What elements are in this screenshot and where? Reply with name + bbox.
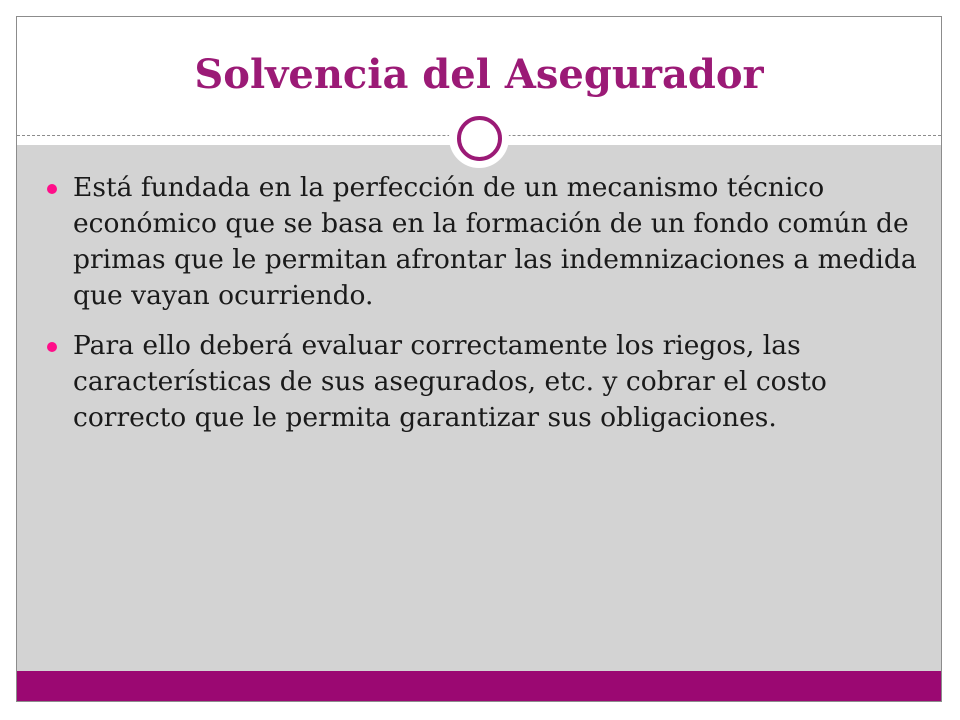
bullet-text: Está fundada en la perfección de un mecanismo técnico económico que se basa en la formación de un fondo común de primas que le permitan afrontar las indemnizaciones a medida que vayan ocurriendo.: [73, 172, 917, 311]
bullet-list: [47, 170, 917, 450]
bullet-item: [47, 328, 917, 436]
ring-icon: [457, 116, 502, 161]
bullet-item: [47, 170, 917, 314]
slide-frame: [16, 16, 942, 702]
slide-title: Solvencia del Asegurador: [194, 51, 764, 98]
ring-ornament: [449, 108, 509, 168]
bullet-dot-icon: [47, 184, 57, 194]
bullet-text: Para ello deberá evaluar correctamente los riegos, las características de sus asegurados, etc. y cobrar el costo correcto que le permita garantizar sus obligaciones.: [73, 330, 827, 433]
bullet-dot-icon: [47, 342, 57, 352]
footer-accent-bar: [17, 671, 941, 702]
